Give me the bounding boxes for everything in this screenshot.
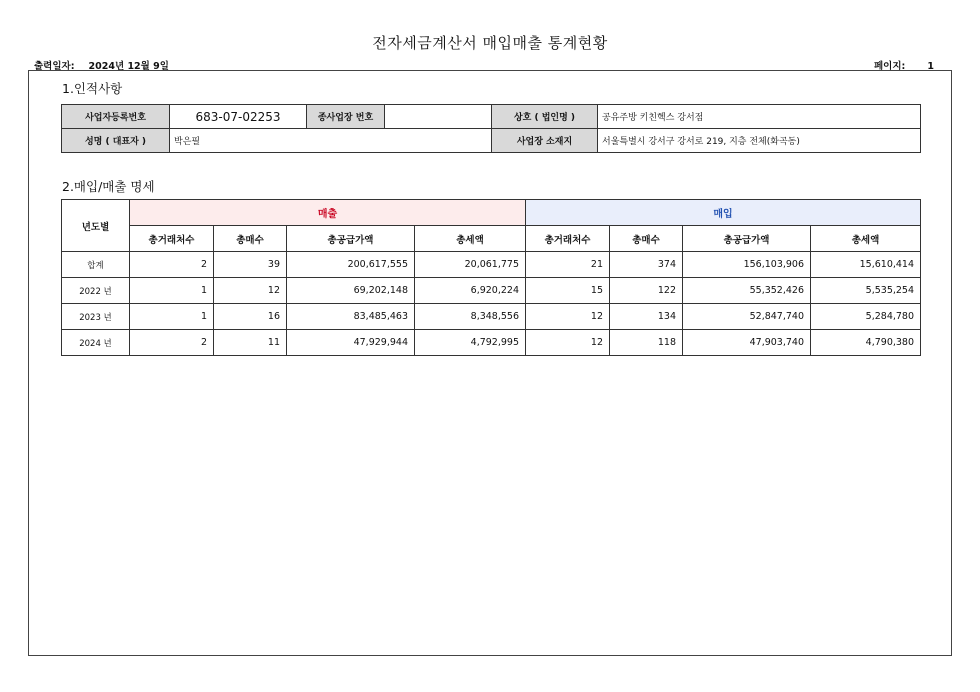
table-cell: 16 (214, 304, 287, 330)
table-cell: 55,352,426 (683, 278, 811, 304)
table-cell: 2 (130, 330, 214, 356)
sales-header: 매출 (130, 200, 526, 226)
table-cell: 1 (130, 304, 214, 330)
table-cell: 83,485,463 (287, 304, 415, 330)
rep-value: 박은필 (170, 129, 492, 153)
table-row (62, 330, 921, 356)
biz-no-value: 683-07-02253 (170, 105, 307, 129)
year-header: 년도별 (62, 200, 130, 252)
column-header: 총거래처수 (130, 226, 214, 252)
table-row (62, 252, 921, 278)
personal-info-table (61, 104, 921, 153)
address-label: 사업장 소재지 (492, 129, 598, 153)
table-cell: 21 (526, 252, 610, 278)
table-cell: 6,920,224 (415, 278, 526, 304)
table-cell: 2 (130, 252, 214, 278)
table-cell: 39 (214, 252, 287, 278)
page-number: 1 (927, 61, 934, 72)
table-cell: 12 (214, 278, 287, 304)
table-cell: 374 (610, 252, 683, 278)
biz-no-label: 사업자등록번호 (62, 105, 170, 129)
purchase-header: 매입 (526, 200, 921, 226)
table-cell: 122 (610, 278, 683, 304)
table-cell: 118 (610, 330, 683, 356)
table-cell: 8,348,556 (415, 304, 526, 330)
table-row (62, 278, 921, 304)
report-frame (28, 70, 952, 656)
print-date-value: 2024년 12월 9일 (88, 61, 169, 72)
table-cell: 15 (526, 278, 610, 304)
column-header: 총거래처수 (526, 226, 610, 252)
table-cell: 69,202,148 (287, 278, 415, 304)
page-title: 전자세금계산서 매입매출 통계현황 (372, 34, 608, 52)
table-cell: 47,903,740 (683, 330, 811, 356)
address-value: 서울특별시 강서구 강서로 219, 지층 전체(화곡동) (598, 129, 921, 153)
table-cell: 52,847,740 (683, 304, 811, 330)
table-cell: 11 (214, 330, 287, 356)
table-cell: 47,929,944 (287, 330, 415, 356)
table-cell: 15,610,414 (811, 252, 921, 278)
print-date-label: 출력일자: (34, 61, 75, 72)
table-cell: 12 (526, 330, 610, 356)
sub-biz-value (385, 105, 492, 129)
page-label: 페이지: (874, 61, 906, 72)
company-value: 공유주방 키친헥스 강서점 (598, 105, 921, 129)
table-cell: 5,284,780 (811, 304, 921, 330)
column-header: 총공급가액 (287, 226, 415, 252)
table-cell: 20,061,775 (415, 252, 526, 278)
row-year: 2023 년 (62, 304, 130, 330)
column-header: 총매수 (214, 226, 287, 252)
company-label: 상호 ( 법인명 ) (492, 105, 598, 129)
table-cell: 4,792,995 (415, 330, 526, 356)
row-year: 합계 (62, 252, 130, 278)
table-cell: 12 (526, 304, 610, 330)
table-cell: 5,535,254 (811, 278, 921, 304)
table-cell: 4,790,380 (811, 330, 921, 356)
section-personal-info-title: 1.인적사항 (62, 81, 123, 96)
sub-biz-label: 종사업장 번호 (307, 105, 385, 129)
column-header: 총세액 (811, 226, 921, 252)
column-header: 총공급가액 (683, 226, 811, 252)
table-cell: 200,617,555 (287, 252, 415, 278)
stats-table (61, 199, 921, 356)
section-stats-title: 2.매입/매출 명세 (62, 179, 155, 194)
table-cell: 134 (610, 304, 683, 330)
table-cell: 1 (130, 278, 214, 304)
column-header: 총세액 (415, 226, 526, 252)
column-header: 총매수 (610, 226, 683, 252)
table-cell: 156,103,906 (683, 252, 811, 278)
row-year: 2024 년 (62, 330, 130, 356)
row-year: 2022 년 (62, 278, 130, 304)
table-row (62, 304, 921, 330)
rep-label: 성명 ( 대표자 ) (62, 129, 170, 153)
